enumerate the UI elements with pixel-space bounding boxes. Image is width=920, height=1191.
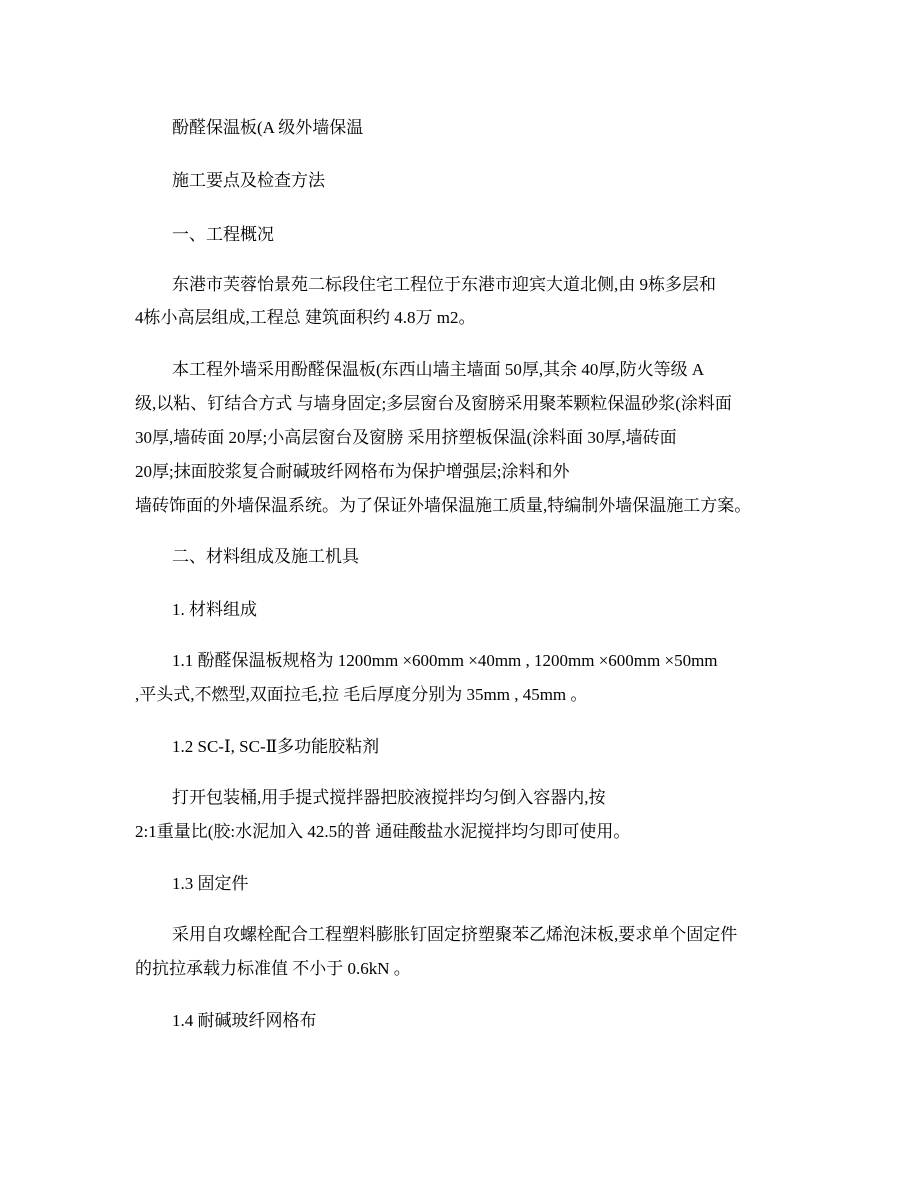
paragraph-line: 20厚;抹面胶浆复合耐碱玻纤网格布为保护增强层;涂料和外 <box>135 462 570 481</box>
section-heading-overview: 一、工程概况 <box>172 225 274 244</box>
section-heading-materials: 二、材料组成及施工机具 <box>172 547 359 566</box>
paragraph-line: 级,以粘、钉结合方式 与墙身固定;多层窗台及窗膀采用聚苯颗粒保温砂浆(涂料面 <box>135 394 732 413</box>
paragraph-line: 墙砖饰面的外墙保温系统。为了保证外墙保温施工质量,特编制外墙保温施工方案。 <box>135 496 752 515</box>
subsection-heading: 1.2 SC-Ⅰ, SC-Ⅱ多功能胶粘剂 <box>172 737 380 756</box>
document-subtitle: 施工要点及检查方法 <box>172 171 325 190</box>
paragraph-line: 本工程外墙采用酚醛保温板(东西山墙主墙面 50厚,其余 40厚,防火等级 A <box>172 360 705 379</box>
paragraph-line: 4栋小高层组成,工程总 建筑面积约 4.8万 m2。 <box>135 308 476 327</box>
paragraph-line: 30厚,墙砖面 20厚;小高层窗台及窗膀 采用挤塑板保温(涂料面 30厚,墙砖面 <box>135 428 677 447</box>
paragraph-line: 1.1 酚醛保温板规格为 1200mm ×600mm ×40mm , 1200mm ×600mm ×50mm <box>172 651 718 670</box>
document-title: 酚醛保温板(A 级外墙保温 <box>172 118 364 137</box>
paragraph-line: 2:1重量比(胶:水泥加入 42.5的普 通硅酸盐水泥搅拌均匀即可使用。 <box>135 822 631 841</box>
paragraph-line: 东港市芙蓉怡景苑二标段住宅工程位于东港市迎宾大道北侧,由 9栋多层和 <box>172 275 716 294</box>
subsection-heading: 1.3 固定件 <box>172 874 249 893</box>
paragraph-line: 打开包装桶,用手提式搅拌器把胶液搅拌均匀倒入容器内,按 <box>172 788 606 807</box>
paragraph-line: ,平头式,不燃型,双面拉毛,拉 毛后厚度分别为 35mm , 45mm 。 <box>135 685 588 704</box>
subsection-heading: 1. 材料组成 <box>172 600 257 619</box>
paragraph-line: 采用自攻螺栓配合工程塑料膨胀钉固定挤塑聚苯乙烯泡沫板,要求单个固定件 <box>172 925 738 944</box>
subsection-heading: 1.4 耐碱玻纤网格布 <box>172 1011 317 1030</box>
paragraph-line: 的抗拉承载力标准值 不小于 0.6kN 。 <box>135 959 411 978</box>
